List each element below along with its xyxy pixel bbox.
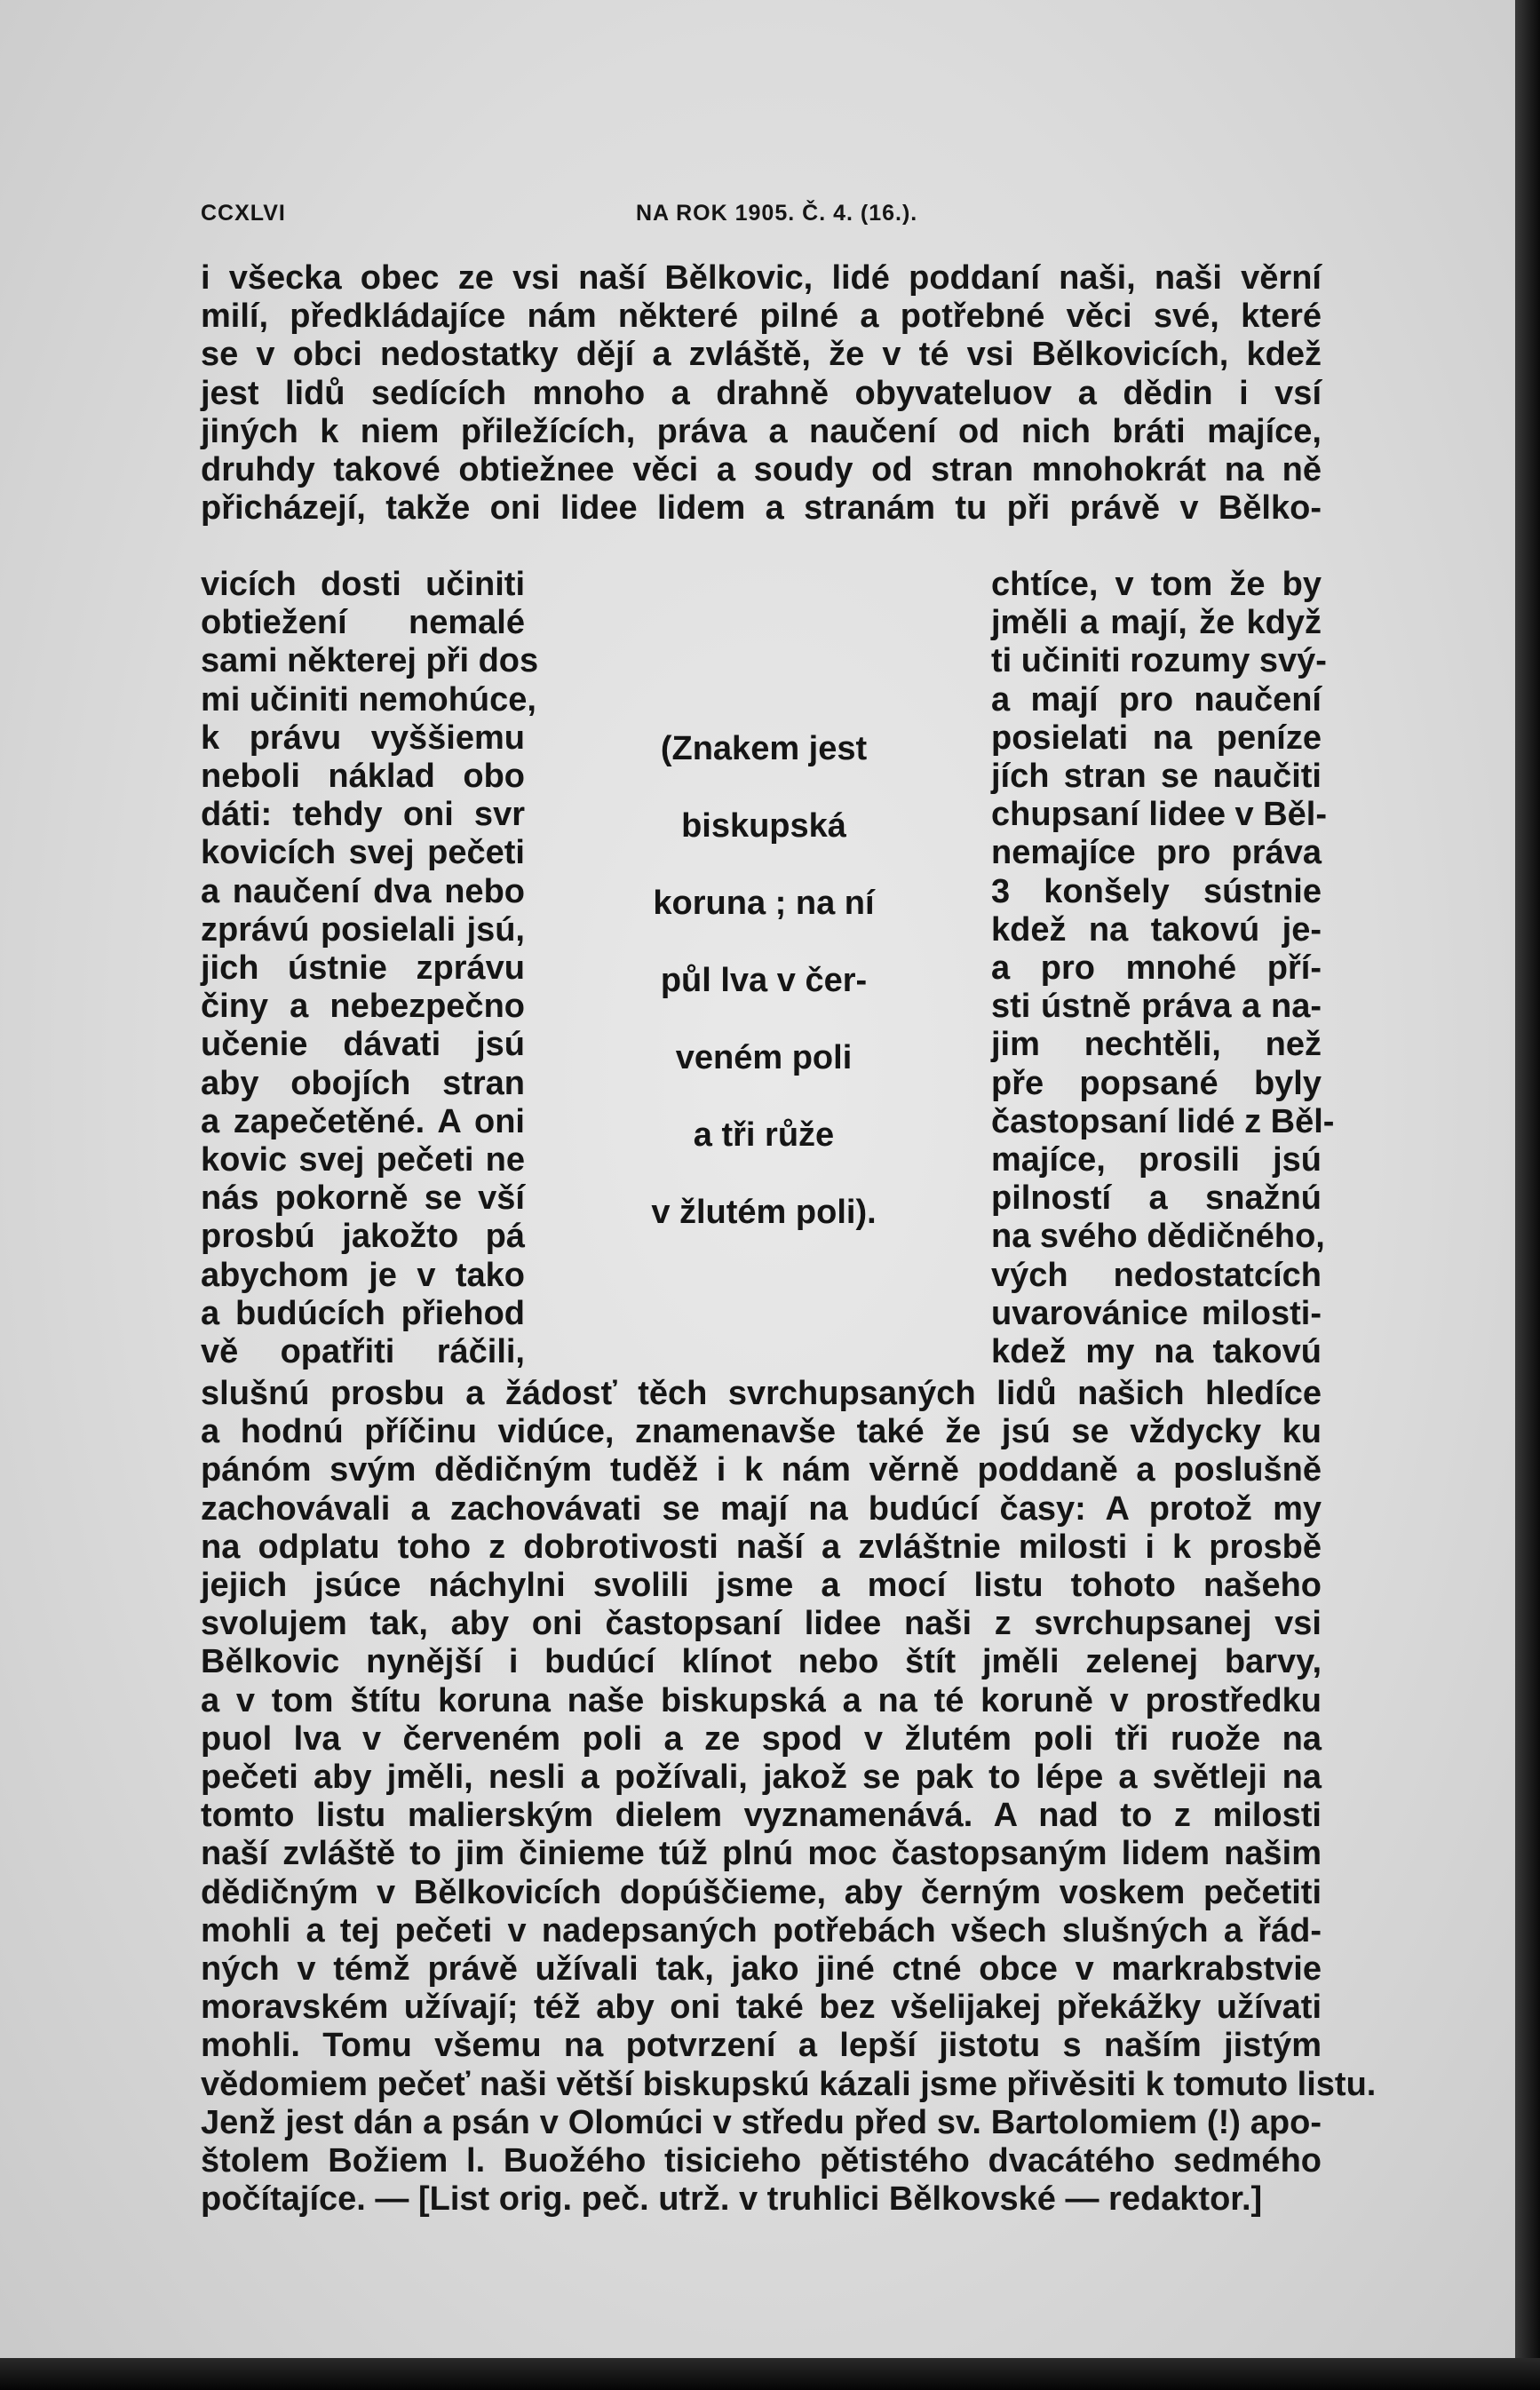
text-line: abychom je v tako [201, 1256, 525, 1294]
text-line: nemajíce pro práva [991, 834, 1322, 872]
text-line: tomto listu malierským dielem vyznamenává. A nad to z milosti [201, 1797, 1322, 1835]
text-line: Jenž jest dán a psán v Olomúci v středu před sv. Bartolomiem (!) apo- [201, 2103, 1322, 2141]
bottom-paragraph [201, 1375, 1377, 2219]
text-line: aby obojích stran [201, 1064, 525, 1102]
text-line: a hodnú příčinu vidúce, znamenavše také že jsú se vždycky ku [201, 1413, 1322, 1451]
text-line: přicházejí, takže oni lidee lidem a stranám tu při právě v Bělko- [201, 489, 1322, 528]
text-line: jměli a mají, že když [991, 604, 1322, 642]
text-line: Bělkovic nynější i budúcí klínot nebo štít jměli zelenej barvy, [201, 1643, 1322, 1681]
text-line: kovic svej pečeti ne [201, 1141, 525, 1179]
note-line: v žlutém poli). [651, 1194, 877, 1231]
text-line: štolem Božiem l. Buožého tisicieho pětistého dvacátého sedmého [201, 2142, 1322, 2180]
text-line: a budúcích přiehod [201, 1294, 525, 1332]
text-line: mohli a tej pečeti v nadepsaných potřebách všech slušných a řád- [201, 1911, 1322, 1949]
text-line: chtíce, v tom že by [991, 566, 1322, 603]
text-line: a pro mnohé pří- [991, 949, 1322, 988]
note-line: a tři růže [693, 1116, 835, 1154]
text-line: jích stran se naučiti [991, 758, 1322, 796]
text-line: dědičným v Bělkovicích dopúščieme, aby černým voskem pečetiti [201, 1873, 1322, 1911]
text-line: a zapečetěné. A oni [201, 1102, 525, 1140]
note-line: (Znakem jest [660, 730, 868, 767]
page-number: CCXLVI [201, 201, 286, 226]
text-line: kdež na takovú je- [991, 910, 1322, 949]
text-line: se v obci nedostatky dějí a zvláště, že v té vsi Bělkovicích, kdež [201, 336, 1322, 374]
text-line: milí, předkládajíce nám některé pilné a potřebné věci své, které [201, 298, 1322, 336]
text-line: pilností a snažnú [991, 1179, 1322, 1218]
text-line: ných v témž právě užívali tak, jako jiné ctné obce v markrabstvie [201, 1950, 1322, 1989]
right-column [991, 566, 1335, 1371]
note-line: půl lva v čer- [660, 962, 868, 999]
text-line: chupsaní lidee v Běl- [991, 796, 1327, 834]
running-title: NA ROK 1905. Č. 4. (16.). [636, 201, 918, 226]
text-line: častopsaní lidé z Běl- [991, 1102, 1335, 1140]
text-line: vých nedostatcích [991, 1256, 1322, 1294]
text-line: jim nechtěli, než [991, 1026, 1322, 1064]
scan-edge-right [1515, 0, 1540, 2390]
text-line: dáti: tehdy oni svr [201, 796, 525, 834]
text-line: pře popsané byly [991, 1064, 1322, 1102]
text-line: a v tom štítu koruna naše biskupská a na té koruně v prostředku [201, 1681, 1322, 1719]
text-line: učenie dávati jsú [201, 1026, 525, 1064]
text-line: 3 konšely sústnie [991, 872, 1322, 910]
text-line: kdež my na takovú [991, 1333, 1322, 1371]
text-line: neboli náklad obo [201, 758, 525, 796]
text-line: pánóm svým dědičným tuděž i k nám věrně poddaně a poslušně [201, 1451, 1322, 1489]
scan-edge-bottom [0, 2358, 1540, 2390]
text-line: zprávú posielali jsú, [201, 910, 525, 949]
text-line: a naučení dva nebo [201, 872, 525, 910]
text-line: uvarovánice milosti- [991, 1294, 1322, 1332]
text-line: a mají pro naučení [991, 680, 1322, 719]
text-line: i všecka obec ze vsi naší Bělkovic, lidé poddaní naši, naši věrní [201, 259, 1322, 297]
note-line: koruna ; na ní [653, 885, 875, 922]
text-line: moravském užívají; též aby oni také bez všelijakej překážky užívati [201, 1989, 1322, 2027]
text-line: ti učiniti rozumy svý- [991, 642, 1327, 680]
text-line: svolujem tak, aby oni častopsaní lidee naši z svrchupsanej vsi [201, 1605, 1322, 1643]
text-line: majíce, prosili jsú [991, 1141, 1322, 1179]
text-line: mi učiniti nemohúce, [201, 680, 536, 719]
text-line: obtiežení nemalé [201, 604, 525, 642]
running-header [201, 201, 1311, 236]
text-line: druhdy takové obtiežnee věci a soudy od stran mnohokrát na ně [201, 451, 1322, 489]
text-line: jest lidů sedících mnoho a drahně obyvateluov a dědin i vsí [201, 374, 1322, 412]
text-line: vě opatřiti ráčili, [201, 1333, 525, 1371]
text-line: jich ústnie zprávu [201, 949, 525, 988]
text-line: na odplatu toho z dobrotivosti naší a zvláštnie milosti i k prosbě [201, 1528, 1322, 1566]
text-line: jejich jsúce náchylni svolili jsme a mocí listu tohoto našeho [201, 1567, 1322, 1605]
text-line: vědomiem pečeť naši větší biskupskú kázali jsme přivěsiti k tomuto listu. [201, 2065, 1377, 2103]
text-line: prosbú jakožto pá [201, 1218, 525, 1256]
text-line: počítajíce. — [List orig. peč. utrž. v truhlici Bělkovské — redaktor.] [201, 2180, 1263, 2219]
note-line: veném poli [675, 1039, 853, 1076]
text-line: na svého dědičného, [991, 1218, 1325, 1256]
note-line: biskupská [681, 807, 846, 845]
text-line: vicích dosti učiniti [201, 566, 525, 603]
text-line: kovicích svej pečeti [201, 834, 525, 872]
text-line: sti ústně práva a na- [991, 988, 1322, 1026]
text-line: pečeti aby jměli, nesli a požívali, jakož se pak to lépe a světleji na [201, 1759, 1322, 1797]
coat-of-arms-note [622, 711, 906, 1251]
text-line: k právu vyššiemu [201, 719, 525, 757]
text-line: mohli. Tomu všemu na potvrzení a lepší jistotu s naším jistým [201, 2027, 1322, 2065]
text-line: naší zvláště to jim činieme túž plnú moc častopsaným lidem našim [201, 1835, 1322, 1873]
text-line: zachovávali a zachovávati se mají na budúcí časy: A protož my [201, 1489, 1322, 1528]
text-line: činy a nebezpečno [201, 988, 525, 1026]
text-line: posielati na peníze [991, 719, 1322, 757]
left-column [201, 566, 539, 1371]
text-line: slušnú prosbu a žádosť těch svrchupsaných lidů našich hledíce [201, 1375, 1322, 1412]
top-paragraph [201, 259, 1322, 528]
text-line: jiných k niem přiležících, práva a naučení od nich bráti majíce, [201, 412, 1322, 450]
text-line: nás pokorně se vší [201, 1179, 525, 1218]
text-line: sami některej při dos [201, 642, 539, 680]
text-line: puol lva v červeném poli a ze spod v žlutém poli tři ruože na [201, 1719, 1322, 1758]
